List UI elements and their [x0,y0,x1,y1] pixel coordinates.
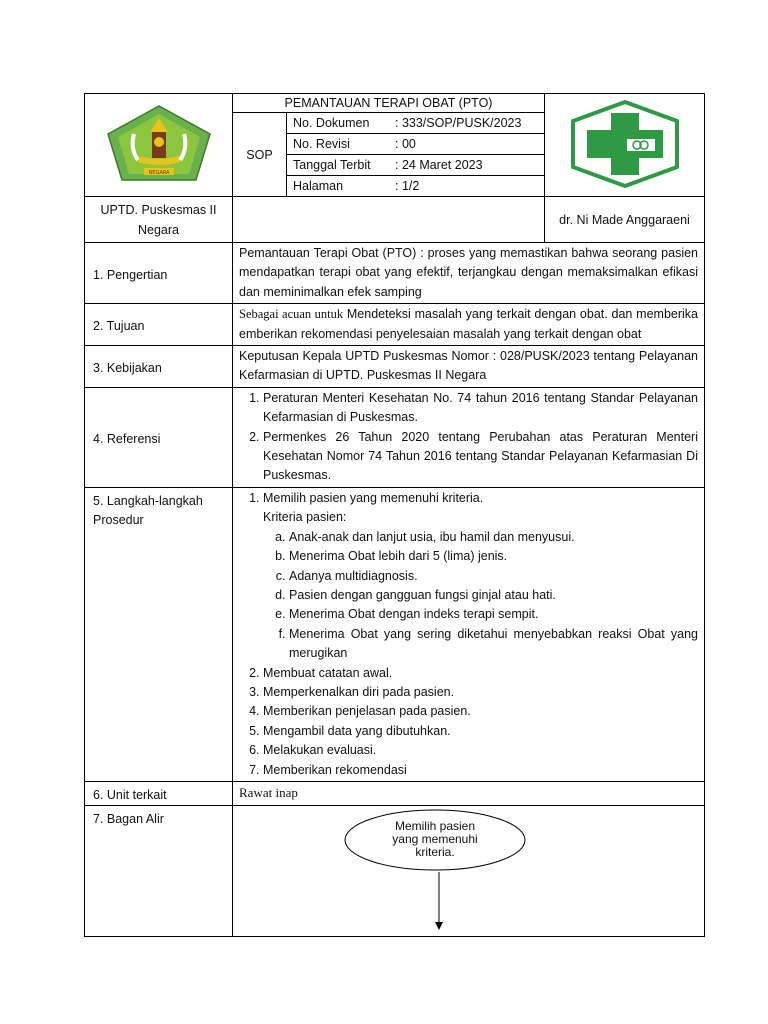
tujuan-body: Mendeteksi masalah yang terkait dengan obat. dan memberika emberikan rekomendasi penyelesaian masalah yang terkait dengan obat [239,307,698,341]
procedure-step: 2. Membuat catatan awal. [263,664,698,683]
procedure-step: 6. Melakukan evaluasi. [263,741,698,760]
procedure-step: 5. Mengambil data yang dibutuhkan. [263,722,698,741]
criteria-item: d. Pasien dengan gangguan fungsi ginjal atau hati. [289,586,698,605]
section-text-unit: Rawat inap [233,781,705,805]
procedure-step: 7. Memberikan rekomendasi [263,761,698,780]
puskesmas-cross-icon [565,99,685,189]
document-meta [287,113,545,197]
sop-document [84,93,704,937]
section-text-referensi [233,387,705,487]
org-name: UPTD. Puskesmas II Negara [85,197,233,243]
criteria-item: f. Menerima Obat yang sering diketahui menyebabkan reaksi Obat yang merugikan [289,625,698,664]
meta-label-page: Halaman [287,176,393,197]
criteria-item: b. Menerima Obat lebih dari 5 (lima) jenis. [289,547,698,566]
criteria-item: e. Menerima Obat dengan indeks terapi sempit. [289,605,698,624]
tujuan-lead: Sebagai acuan untuk [239,307,344,322]
procedure-step-text: Memilih pasien yang memenuhi kriteria. [263,490,484,505]
section-label-tujuan: 2. Tujuan [85,304,233,346]
meta-value-page: : 1/2 [393,176,544,197]
meta-value-revision: : 00 [393,134,544,155]
section-label-pengertian: 1. Pengertian [85,243,233,304]
meta-label-issue-date: Tanggal Terbit [287,155,393,176]
meta-label-revision: No. Revisi [287,134,393,155]
puskesmas-logo-cell [545,94,705,197]
page-title: PEMANTAUAN TERAPI OBAT (PTO) [233,94,545,113]
regency-emblem-icon [104,104,214,184]
sop-label: SOP [233,113,287,197]
section-text-kebijakan: Keputusan Kepala UPTD Puskesmas Nomor : 028/PUSK/2023 tentang Pelayanan Kefarmasian di UPTD. Puskesmas II Negara [233,346,705,388]
signatory-name: dr. Ni Made Anggaraeni [545,197,705,243]
meta-value-doc-number: : 333/SOP/PUSK/2023 [395,116,522,130]
criteria-item: a. Anak-anak dan lanjut usia, ibu hamil dan menyusui. [289,528,698,547]
section-text-tujuan [233,304,705,346]
section-text-langkah [233,487,705,781]
reference-item: 2. Permenkes 26 Tahun 2020 tentang Perubahan atas Peraturan Menteri Kesehatan Nomor 74 Tahun 2016 tentang Standar Pelayanan Kefarmasian Di Puskesmas. [263,428,698,486]
reference-item: 1. Peraturan Menteri Kesehatan No. 74 tahun 2016 tentang Standar Pelayanan Kefarmasian di Puskesmas. [263,389,698,428]
svg-text:NEGARA: NEGARA [148,169,169,176]
regency-emblem-cell [85,94,233,197]
flow-arrow-head [435,922,443,930]
section-label-referensi: 4. Referensi [85,387,233,487]
section-label-langkah: 5. Langkah-langkah Prosedur [85,487,233,781]
flowchart-area [233,805,705,936]
meta-label-doc-number: No. Dokumen [293,116,370,130]
criteria-item: c. Adanya multidiagnosis. [289,567,698,586]
procedure-step [263,489,698,664]
flow-start-node-label: Memilih pasien yang memenuhi kriteria. [392,818,478,859]
procedure-step: 3. Memperkenalkan diri pada pasien. [263,683,698,702]
meta-value-issue-date: : 24 Maret 2023 [393,155,544,176]
section-label-unit: 6. Unit terkait [85,781,233,805]
blank-signature-cell [233,197,545,243]
criteria-title: Kriteria pasien: [263,510,347,525]
section-label-kebijakan: 3. Kebijakan [85,346,233,388]
section-text-pengertian: Pemantauan Terapi Obat (PTO) : proses yang memastikan bahwa seorang pasien mendapatkan terapi obat yang efektif, terjangkau dengan memaksimalkan efikasi dan meminimalkan efek samping [233,243,705,304]
procedure-step: 4. Memberikan penjelasan pada pasien. [263,702,698,721]
sop-table [84,93,705,937]
section-label-bagan: 7. Bagan Alir [85,805,233,936]
